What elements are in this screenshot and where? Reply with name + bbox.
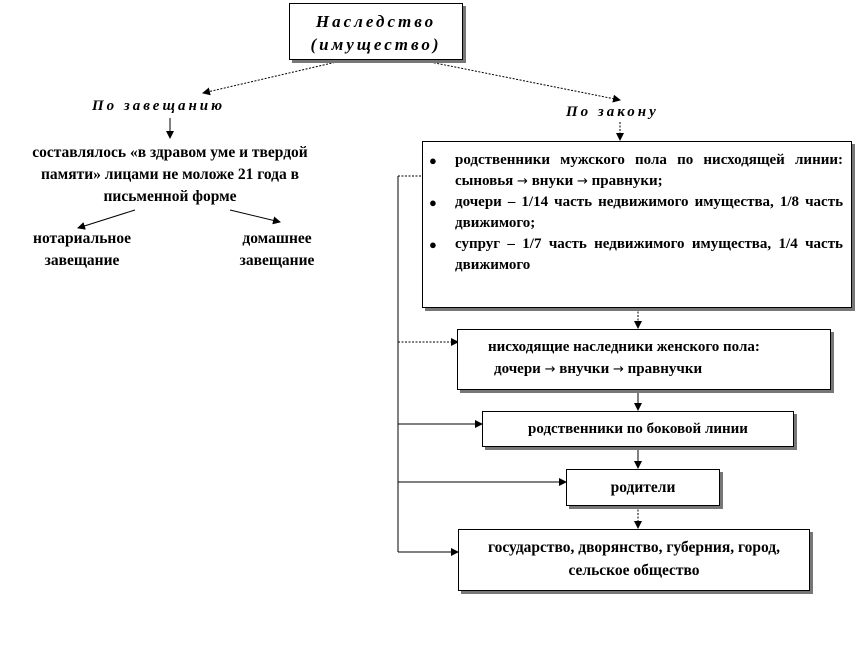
bullet-icon: ● — [429, 195, 437, 210]
edge-desc-home — [230, 210, 280, 222]
first-order-box — [422, 141, 852, 308]
will-type-home: домашнее завещание — [239, 230, 315, 269]
arrow-right-icon: → — [544, 362, 556, 377]
root-title-line1: Наследство — [315, 12, 437, 31]
first-order-text-c: правнуки; — [591, 173, 663, 189]
arrow-right-icon: → — [517, 174, 528, 189]
parents-label: родители — [610, 479, 676, 496]
parents-box — [566, 469, 720, 506]
first-order-text-b: внуки — [531, 173, 574, 189]
will-type-notarial: нотариальное завещание — [33, 230, 131, 269]
state-label: государство, дворянство, губерния, город, сельское общество — [487, 539, 781, 579]
first-order-text: дочери – 1/14 часть недвижимого имущества, 1/8 часть движимого; — [455, 194, 843, 231]
root-box — [289, 3, 463, 60]
female-heirs-c: правнучки — [627, 361, 703, 377]
arrow-right-icon: → — [612, 362, 624, 377]
will-heading: По завещанию — [92, 98, 226, 114]
first-order-item — [429, 234, 843, 276]
female-heirs-line2 — [488, 358, 830, 381]
edge-desc-notary — [78, 210, 135, 228]
female-heirs-line1: нисходящие наследники женского пола: — [488, 339, 760, 355]
female-heirs-b: внучки — [559, 361, 610, 377]
bullet-icon: ● — [429, 237, 437, 252]
arrow-right-icon: → — [576, 174, 588, 189]
collateral-box — [482, 411, 794, 447]
edge-root-will — [203, 60, 345, 93]
bullet-icon: ● — [429, 153, 437, 168]
female-heirs-a: дочери — [494, 361, 541, 377]
first-order-item — [429, 150, 843, 192]
female-heirs-box — [457, 329, 831, 390]
edge-root-law — [420, 60, 620, 100]
first-order-item — [429, 192, 843, 234]
first-order-text: супруг – 1/7 часть недвижимого имущества, 1/4 часть движимого — [455, 236, 843, 273]
will-description: составлялось «в здравом уме и твердой памяти» лицами не моложе 21 года в письменной форме — [32, 144, 308, 205]
root-title-line2: (имущество) — [310, 35, 442, 54]
law-heading: По закону — [566, 104, 659, 120]
collateral-label: родственники по боковой линии — [528, 421, 748, 437]
first-order-text-a: родственники мужского пола по нисходящей линии: сыновья — [455, 152, 843, 189]
state-box — [458, 529, 810, 591]
